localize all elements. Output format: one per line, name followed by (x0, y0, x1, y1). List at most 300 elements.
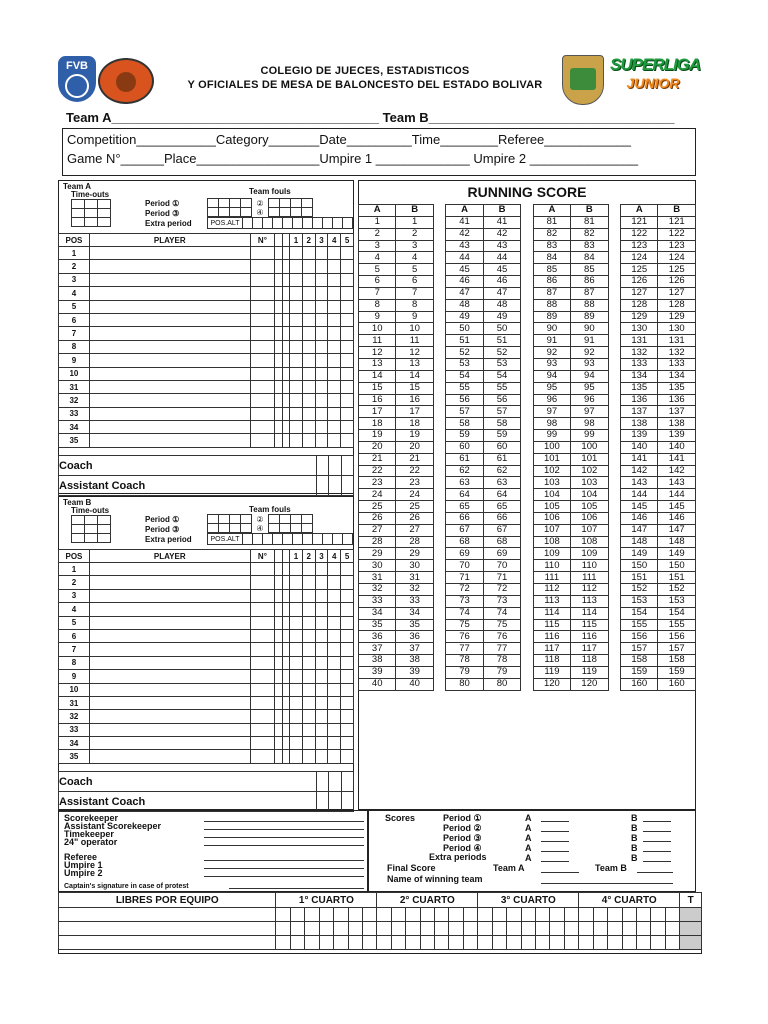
score-b-86[interactable]: 86 (571, 276, 608, 288)
foul-cell[interactable] (315, 656, 328, 669)
foul-cell[interactable] (290, 710, 303, 723)
foul-cell[interactable] (315, 407, 328, 420)
score-b-line[interactable] (643, 841, 671, 842)
score-b-18[interactable]: 18 (396, 418, 433, 430)
score-a-98[interactable]: 98 (533, 418, 570, 430)
assistant-scorekeeper-line[interactable] (204, 829, 364, 830)
foul-cell[interactable] (315, 287, 328, 300)
running-score-row[interactable] (359, 595, 696, 607)
running-score-row[interactable] (359, 441, 696, 453)
foul-cell[interactable] (290, 683, 303, 696)
libres-team-cell[interactable] (59, 936, 276, 950)
foul-cell[interactable] (290, 603, 303, 616)
score-a-39[interactable]: 39 (359, 666, 396, 678)
libres-cell[interactable] (478, 908, 492, 922)
player-number-cell[interactable] (250, 313, 274, 326)
score-b-57[interactable]: 57 (483, 406, 520, 418)
foul-cell[interactable] (290, 629, 303, 642)
score-b-137[interactable]: 137 (658, 406, 696, 418)
score-a-92[interactable]: 92 (533, 347, 570, 359)
score-a-94[interactable]: 94 (533, 370, 570, 382)
score-b-131[interactable]: 131 (658, 335, 696, 347)
libres-cell[interactable] (319, 936, 333, 950)
score-a-2[interactable]: 2 (359, 228, 396, 240)
player-name-cell[interactable] (89, 273, 250, 286)
score-a-118[interactable]: 118 (533, 655, 570, 667)
player-row[interactable] (59, 380, 354, 393)
score-b-15[interactable]: 15 (396, 382, 433, 394)
libres-table[interactable] (58, 892, 702, 950)
timeouts-grid-b[interactable] (71, 515, 111, 543)
score-a-82[interactable]: 82 (533, 228, 570, 240)
foul-cell[interactable] (282, 629, 289, 642)
score-a-15[interactable]: 15 (359, 382, 396, 394)
foul-cell[interactable] (341, 737, 354, 750)
libres-cell[interactable] (478, 936, 492, 950)
foul-cell[interactable] (328, 643, 341, 656)
player-row[interactable] (59, 589, 354, 602)
score-b-85[interactable]: 85 (571, 264, 608, 276)
score-b-71[interactable]: 71 (483, 572, 520, 584)
score-b-39[interactable]: 39 (396, 666, 433, 678)
score-b-148[interactable]: 148 (658, 536, 696, 548)
score-a-52[interactable]: 52 (446, 347, 483, 359)
foul-cell[interactable] (328, 723, 341, 736)
score-b-13[interactable]: 13 (396, 358, 433, 370)
score-b-102[interactable]: 102 (571, 465, 608, 477)
score-b-9[interactable]: 9 (396, 311, 433, 323)
foul-cell[interactable] (328, 313, 341, 326)
foul-cell[interactable] (282, 723, 289, 736)
score-a-26[interactable]: 26 (359, 512, 396, 524)
foul-cell[interactable] (315, 723, 328, 736)
player-row[interactable] (59, 750, 354, 763)
foul-cell[interactable] (290, 576, 303, 589)
score-a-106[interactable]: 106 (533, 512, 570, 524)
foul-cell[interactable] (315, 340, 328, 353)
score-a-88[interactable]: 88 (533, 299, 570, 311)
running-score-row[interactable] (359, 323, 696, 335)
foul-cell[interactable] (315, 273, 328, 286)
libres-cell[interactable] (334, 908, 348, 922)
score-a-45[interactable]: 45 (446, 264, 483, 276)
extra-period-grid-b[interactable] (207, 533, 353, 545)
score-b-7[interactable]: 7 (396, 287, 433, 299)
player-number-cell[interactable] (250, 273, 274, 286)
foul-cell[interactable] (341, 683, 354, 696)
foul-cell[interactable] (341, 616, 354, 629)
score-a-111[interactable]: 111 (533, 572, 570, 584)
score-b-55[interactable]: 55 (483, 382, 520, 394)
foul-cell[interactable] (341, 421, 354, 434)
score-a-42[interactable]: 42 (446, 228, 483, 240)
player-name-cell[interactable] (89, 723, 250, 736)
foul-cell[interactable] (275, 260, 282, 273)
foul-cell[interactable] (290, 300, 303, 313)
foul-cell[interactable] (290, 287, 303, 300)
score-b-80[interactable]: 80 (483, 678, 520, 690)
score-b-79[interactable]: 79 (483, 666, 520, 678)
score-a-55[interactable]: 55 (446, 382, 483, 394)
score-b-33[interactable]: 33 (396, 595, 433, 607)
score-a-130[interactable]: 130 (621, 323, 658, 335)
libres-cell[interactable] (406, 936, 420, 950)
score-a-33[interactable]: 33 (359, 595, 396, 607)
score-b-152[interactable]: 152 (658, 584, 696, 596)
running-score-row[interactable] (359, 655, 696, 667)
score-b-19[interactable]: 19 (396, 430, 433, 442)
foul-cell[interactable] (302, 367, 315, 380)
score-b-32[interactable]: 32 (396, 584, 433, 596)
player-name-cell[interactable] (89, 327, 250, 340)
libres-cell[interactable] (435, 908, 449, 922)
running-score-row[interactable] (359, 394, 696, 406)
running-score-row[interactable] (359, 287, 696, 299)
score-a-142[interactable]: 142 (621, 465, 658, 477)
score-b-50[interactable]: 50 (483, 323, 520, 335)
score-a-80[interactable]: 80 (446, 678, 483, 690)
score-b-89[interactable]: 89 (571, 311, 608, 323)
player-name-cell[interactable] (89, 696, 250, 709)
running-score-row[interactable] (359, 572, 696, 584)
libres-cell[interactable] (406, 922, 420, 936)
running-score-row[interactable] (359, 477, 696, 489)
score-b-line[interactable] (643, 821, 671, 822)
foul-cell[interactable] (328, 737, 341, 750)
player-number-cell[interactable] (250, 683, 274, 696)
foul-cell[interactable] (282, 670, 289, 683)
libres-cell[interactable] (593, 908, 607, 922)
foul-cell[interactable] (302, 710, 315, 723)
foul-cell[interactable] (302, 603, 315, 616)
foul-cell[interactable] (328, 434, 341, 447)
score-b-69[interactable]: 69 (483, 548, 520, 560)
player-number-cell[interactable] (250, 407, 274, 420)
score-b-45[interactable]: 45 (483, 264, 520, 276)
running-score-row[interactable] (359, 548, 696, 560)
score-a-48[interactable]: 48 (446, 299, 483, 311)
score-b-110[interactable]: 110 (571, 560, 608, 572)
score-a-76[interactable]: 76 (446, 631, 483, 643)
foul-cell[interactable] (315, 260, 328, 273)
score-b-52[interactable]: 52 (483, 347, 520, 359)
running-score-row[interactable] (359, 584, 696, 596)
libres-row[interactable] (59, 936, 702, 950)
foul-cell[interactable] (282, 643, 289, 656)
score-a-54[interactable]: 54 (446, 370, 483, 382)
libres-cell[interactable] (377, 922, 391, 936)
operator-line[interactable] (204, 845, 364, 846)
score-a-38[interactable]: 38 (359, 655, 396, 667)
libres-cell[interactable] (334, 936, 348, 950)
running-score-row[interactable] (359, 643, 696, 655)
score-a-129[interactable]: 129 (621, 311, 658, 323)
foul-cell[interactable] (328, 683, 341, 696)
libres-cell[interactable] (492, 908, 506, 922)
score-a-149[interactable]: 149 (621, 548, 658, 560)
score-b-107[interactable]: 107 (571, 524, 608, 536)
foul-cell[interactable] (282, 313, 289, 326)
score-a-12[interactable]: 12 (359, 347, 396, 359)
foul-cell[interactable] (282, 287, 289, 300)
libres-cell[interactable] (377, 936, 391, 950)
foul-cell[interactable] (275, 273, 282, 286)
score-b-156[interactable]: 156 (658, 631, 696, 643)
player-number-cell[interactable] (250, 656, 274, 669)
foul-cell[interactable] (290, 354, 303, 367)
score-a-47[interactable]: 47 (446, 287, 483, 299)
libres-cell[interactable] (290, 908, 304, 922)
score-b-118[interactable]: 118 (571, 655, 608, 667)
foul-cell[interactable] (275, 710, 282, 723)
foul-cell[interactable] (328, 407, 341, 420)
score-a-line[interactable] (541, 841, 569, 842)
player-name-cell[interactable] (89, 260, 250, 273)
libres-cell[interactable] (593, 922, 607, 936)
score-a-9[interactable]: 9 (359, 311, 396, 323)
extra-period-grid-a[interactable] (207, 217, 353, 229)
foul-cell[interactable] (290, 434, 303, 447)
score-a-95[interactable]: 95 (533, 382, 570, 394)
score-b-114[interactable]: 114 (571, 607, 608, 619)
score-a-136[interactable]: 136 (621, 394, 658, 406)
score-a-73[interactable]: 73 (446, 595, 483, 607)
libres-cell[interactable] (463, 922, 477, 936)
score-a-5[interactable]: 5 (359, 264, 396, 276)
foul-cell[interactable] (302, 273, 315, 286)
player-row[interactable] (59, 327, 354, 340)
player-name-cell[interactable] (89, 656, 250, 669)
score-b-6[interactable]: 6 (396, 276, 433, 288)
foul-cell[interactable] (341, 327, 354, 340)
player-row[interactable] (59, 643, 354, 656)
foul-cell[interactable] (302, 313, 315, 326)
score-a-132[interactable]: 132 (621, 347, 658, 359)
meta-row-2[interactable]: Game N°______Place_________________Umpire 1 _____________ Umpire 2 _______________ (67, 151, 639, 166)
running-score-row[interactable] (359, 501, 696, 513)
foul-cell[interactable] (315, 710, 328, 723)
winning-team-line[interactable] (541, 883, 673, 884)
foul-cell[interactable] (275, 300, 282, 313)
foul-cell[interactable] (315, 737, 328, 750)
score-b-124[interactable]: 124 (658, 252, 696, 264)
score-a-36[interactable]: 36 (359, 631, 396, 643)
score-a-75[interactable]: 75 (446, 619, 483, 631)
foul-cell[interactable] (302, 340, 315, 353)
score-a-131[interactable]: 131 (621, 335, 658, 347)
score-a-30[interactable]: 30 (359, 560, 396, 572)
score-a-110[interactable]: 110 (533, 560, 570, 572)
score-b-22[interactable]: 22 (396, 465, 433, 477)
foul-cell[interactable] (302, 407, 315, 420)
libres-cell[interactable] (305, 936, 319, 950)
umpire-2-line[interactable] (204, 876, 364, 877)
foul-cell[interactable] (282, 710, 289, 723)
score-a-62[interactable]: 62 (446, 465, 483, 477)
foul-cell[interactable] (282, 367, 289, 380)
score-b-73[interactable]: 73 (483, 595, 520, 607)
score-a-51[interactable]: 51 (446, 335, 483, 347)
foul-cell[interactable] (328, 273, 341, 286)
score-b-line[interactable] (643, 831, 671, 832)
score-a-144[interactable]: 144 (621, 489, 658, 501)
foul-cell[interactable] (302, 300, 315, 313)
player-number-cell[interactable] (250, 750, 274, 763)
libres-cell[interactable] (507, 936, 521, 950)
foul-cell[interactable] (275, 656, 282, 669)
libres-cell[interactable] (579, 922, 593, 936)
player-number-cell[interactable] (250, 394, 274, 407)
score-a-157[interactable]: 157 (621, 643, 658, 655)
libres-cell[interactable] (377, 908, 391, 922)
foul-cell[interactable] (315, 247, 328, 260)
score-a-115[interactable]: 115 (533, 619, 570, 631)
player-row[interactable] (59, 603, 354, 616)
foul-cell[interactable] (275, 683, 282, 696)
foul-cell[interactable] (275, 670, 282, 683)
score-a-63[interactable]: 63 (446, 477, 483, 489)
score-b-138[interactable]: 138 (658, 418, 696, 430)
score-b-3[interactable]: 3 (396, 240, 433, 252)
foul-cell[interactable] (315, 421, 328, 434)
libres-cell[interactable] (362, 936, 376, 950)
foul-cell[interactable] (282, 434, 289, 447)
foul-cell[interactable] (341, 340, 354, 353)
player-number-cell[interactable] (250, 616, 274, 629)
foul-cell[interactable] (290, 670, 303, 683)
score-b-99[interactable]: 99 (571, 430, 608, 442)
running-score-row[interactable] (359, 347, 696, 359)
score-a-143[interactable]: 143 (621, 477, 658, 489)
player-number-cell[interactable] (250, 737, 274, 750)
foul-cell[interactable] (282, 273, 289, 286)
score-a-49[interactable]: 49 (446, 311, 483, 323)
score-a-153[interactable]: 153 (621, 595, 658, 607)
score-b-78[interactable]: 78 (483, 655, 520, 667)
foul-cell[interactable] (302, 589, 315, 602)
foul-cell[interactable] (302, 434, 315, 447)
score-b-20[interactable]: 20 (396, 441, 433, 453)
libres-cell[interactable] (579, 936, 593, 950)
libres-cell[interactable] (391, 922, 405, 936)
player-number-cell[interactable] (250, 354, 274, 367)
foul-cell[interactable] (282, 327, 289, 340)
player-row[interactable] (59, 354, 354, 367)
score-b-155[interactable]: 155 (658, 619, 696, 631)
umpire-1-line[interactable] (204, 868, 364, 869)
running-score-row[interactable] (359, 489, 696, 501)
foul-cell[interactable] (290, 696, 303, 709)
foul-cell[interactable] (282, 603, 289, 616)
score-a-91[interactable]: 91 (533, 335, 570, 347)
foul-cell[interactable] (282, 260, 289, 273)
player-number-cell[interactable] (250, 589, 274, 602)
player-name-cell[interactable] (89, 421, 250, 434)
score-b-8[interactable]: 8 (396, 299, 433, 311)
player-name-cell[interactable] (89, 287, 250, 300)
foul-cell[interactable] (328, 603, 341, 616)
libres-cell[interactable] (391, 908, 405, 922)
score-b-100[interactable]: 100 (571, 441, 608, 453)
player-row[interactable] (59, 300, 354, 313)
running-score-row[interactable] (359, 299, 696, 311)
foul-cell[interactable] (290, 327, 303, 340)
player-row[interactable] (59, 576, 354, 589)
score-a-146[interactable]: 146 (621, 512, 658, 524)
score-b-81[interactable]: 81 (571, 216, 608, 228)
foul-cell[interactable] (315, 576, 328, 589)
score-a-25[interactable]: 25 (359, 501, 396, 513)
foul-cell[interactable] (315, 670, 328, 683)
score-b-16[interactable]: 16 (396, 394, 433, 406)
score-a-69[interactable]: 69 (446, 548, 483, 560)
libres-cell[interactable] (348, 908, 362, 922)
foul-cell[interactable] (341, 750, 354, 763)
foul-cell[interactable] (290, 750, 303, 763)
score-a-7[interactable]: 7 (359, 287, 396, 299)
timeouts-grid-a[interactable] (71, 199, 111, 227)
running-score-row[interactable] (359, 252, 696, 264)
foul-cell[interactable] (282, 354, 289, 367)
score-b-51[interactable]: 51 (483, 335, 520, 347)
foul-cell[interactable] (290, 247, 303, 260)
foul-cell[interactable] (302, 576, 315, 589)
player-number-cell[interactable] (250, 340, 274, 353)
score-b-153[interactable]: 153 (658, 595, 696, 607)
score-a-113[interactable]: 113 (533, 595, 570, 607)
score-b-134[interactable]: 134 (658, 370, 696, 382)
score-a-31[interactable]: 31 (359, 572, 396, 584)
libres-team-cell[interactable] (59, 922, 276, 936)
foul-cell[interactable] (282, 407, 289, 420)
score-a-59[interactable]: 59 (446, 430, 483, 442)
score-b-103[interactable]: 103 (571, 477, 608, 489)
foul-cell[interactable] (315, 603, 328, 616)
libres-cell[interactable] (449, 908, 463, 922)
foul-cell[interactable] (282, 421, 289, 434)
score-a-133[interactable]: 133 (621, 358, 658, 370)
running-score-row[interactable] (359, 382, 696, 394)
foul-cell[interactable] (302, 616, 315, 629)
score-a-10[interactable]: 10 (359, 323, 396, 335)
score-b-132[interactable]: 132 (658, 347, 696, 359)
player-name-cell[interactable] (89, 670, 250, 683)
score-a-57[interactable]: 57 (446, 406, 483, 418)
foul-cell[interactable] (328, 656, 341, 669)
foul-cell[interactable] (328, 340, 341, 353)
score-b-157[interactable]: 157 (658, 643, 696, 655)
score-a-128[interactable]: 128 (621, 299, 658, 311)
player-name-cell[interactable] (89, 354, 250, 367)
score-b-115[interactable]: 115 (571, 619, 608, 631)
foul-cell[interactable] (341, 394, 354, 407)
player-row[interactable] (59, 629, 354, 642)
score-b-14[interactable]: 14 (396, 370, 433, 382)
score-a-8[interactable]: 8 (359, 299, 396, 311)
score-a-70[interactable]: 70 (446, 560, 483, 572)
foul-cell[interactable] (341, 260, 354, 273)
foul-cell[interactable] (290, 737, 303, 750)
score-b-119[interactable]: 119 (571, 666, 608, 678)
score-a-138[interactable]: 138 (621, 418, 658, 430)
score-a-119[interactable]: 119 (533, 666, 570, 678)
score-a-158[interactable]: 158 (621, 655, 658, 667)
libres-cell[interactable] (665, 908, 679, 922)
libres-cell[interactable] (449, 936, 463, 950)
running-score-row[interactable] (359, 406, 696, 418)
foul-cell[interactable] (275, 327, 282, 340)
foul-cell[interactable] (341, 300, 354, 313)
